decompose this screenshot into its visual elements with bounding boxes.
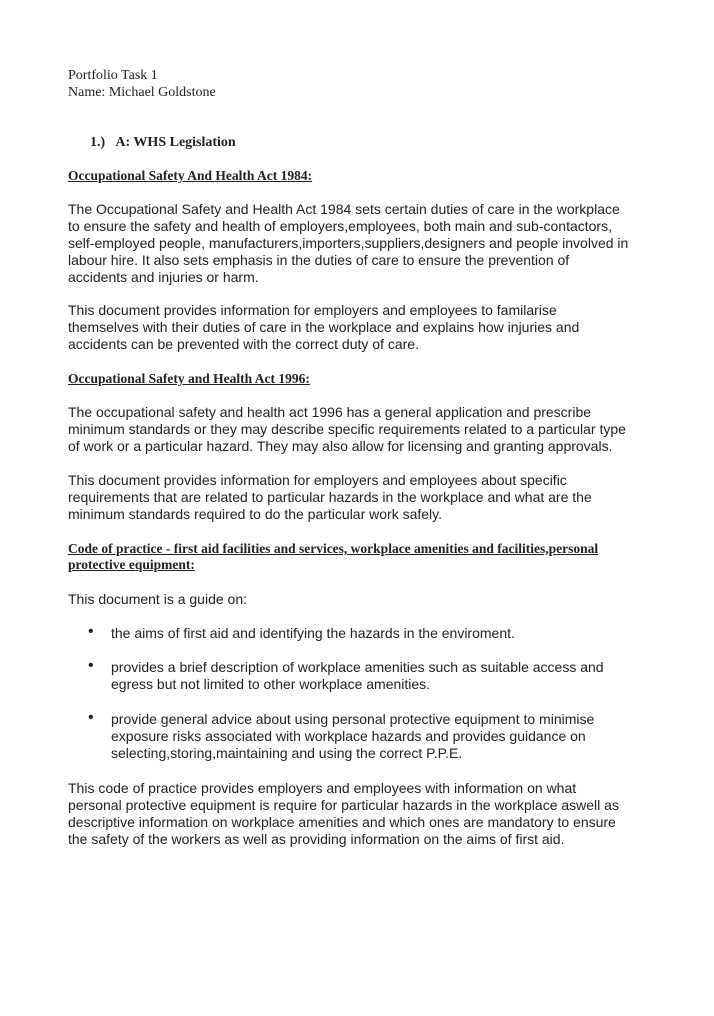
text-line: provide general advice about using personal protective equipment to minimise xyxy=(111,711,595,727)
text-line: labour hire. It also sets emphasis in the duties of care to ensure the prevention of xyxy=(68,252,570,268)
text-line: The Occupational Safety and Health Act 1984 sets certain duties of care in the workplace xyxy=(68,201,620,217)
text-line: egress but not limited to other workplace amenities. xyxy=(111,676,431,692)
bullet-item-first-aid xyxy=(111,625,515,642)
text-line: This code of practice provides employers and employees with information on what xyxy=(68,780,577,796)
code-of-practice-heading-line-2: protective equipment: xyxy=(68,557,195,572)
section-number: 1.) xyxy=(90,135,106,150)
text-line: to ensure the safety and health of employers,employees, both main and sub-contactors, xyxy=(68,218,612,234)
bullet-marker: • xyxy=(88,657,94,674)
bullet-marker: • xyxy=(88,623,94,640)
text-line: provides a brief description of workplace amenities such as suitable access and xyxy=(111,659,604,675)
text-line: self-employed people, manufacturers,importers,suppliers,designers and people involved in xyxy=(68,235,629,251)
text-line: personal protective equipment is require for particular hazards in the workplace aswell as xyxy=(68,797,619,813)
section-title-text: A: WHS Legislation xyxy=(115,135,236,150)
act-1996-heading: Occupational Safety and Health Act 1996: xyxy=(68,371,310,386)
bullet-item-ppe xyxy=(111,711,594,762)
act-1996-paragraph-2 xyxy=(68,472,668,523)
act-1984-heading: Occupational Safety And Health Act 1984: xyxy=(68,168,313,183)
code-intro: This document is a guide on: xyxy=(68,591,247,607)
portfolio-task-label: Portfolio Task 1 xyxy=(68,68,158,83)
act-1996-paragraph-1 xyxy=(68,404,668,455)
text-line: minimum standards required to do the particular work safely. xyxy=(68,506,443,522)
text-line: accidents can be prevented with the correct duty of care. xyxy=(68,336,419,352)
text-line: of work or a particular hazard. They may also allow for licensing and granting approvals. xyxy=(68,438,613,454)
text-line: requirements that are related to particular hazards in the workplace and what are the xyxy=(68,489,592,505)
text-line: minimum standards or they may describe specific requirements related to a particular type xyxy=(68,421,626,437)
section-title xyxy=(90,135,236,151)
author-name: Name: Michael Goldstone xyxy=(68,85,216,100)
text-line: The occupational safety and health act 1996 has a general application and prescribe xyxy=(68,404,592,420)
text-line: the aims of first aid and identifying the hazards in the enviroment. xyxy=(111,625,515,641)
text-line: This document provides information for employers and employees to familarise xyxy=(68,302,557,318)
text-line: descriptive information on workplace amenities and which ones are mandatory to ensure xyxy=(68,814,616,830)
bullet-marker: • xyxy=(88,709,94,726)
code-closing-paragraph xyxy=(68,780,668,848)
act-1984-paragraph-1 xyxy=(68,201,668,286)
text-line: exposure risks associated with workplace hazards and provides guidance on xyxy=(111,728,586,744)
bullet-item-amenities xyxy=(111,659,604,693)
text-line: selecting,storing,maintaining and using the correct P.P.E. xyxy=(111,745,463,761)
text-line: accidents and injuries or harm. xyxy=(68,269,259,285)
code-of-practice-heading-line-1: Code of practice - first aid facilities and services, workplace amenities and facilities,personal xyxy=(68,541,599,556)
act-1984-paragraph-2 xyxy=(68,302,668,353)
text-line: themselves with their duties of care in the workplace and explains how injuries and xyxy=(68,319,580,335)
text-line: This document provides information for employers and employees about specific xyxy=(68,472,567,488)
text-line: the safety of the workers as well as providing information on the aims of first aid. xyxy=(68,831,565,847)
